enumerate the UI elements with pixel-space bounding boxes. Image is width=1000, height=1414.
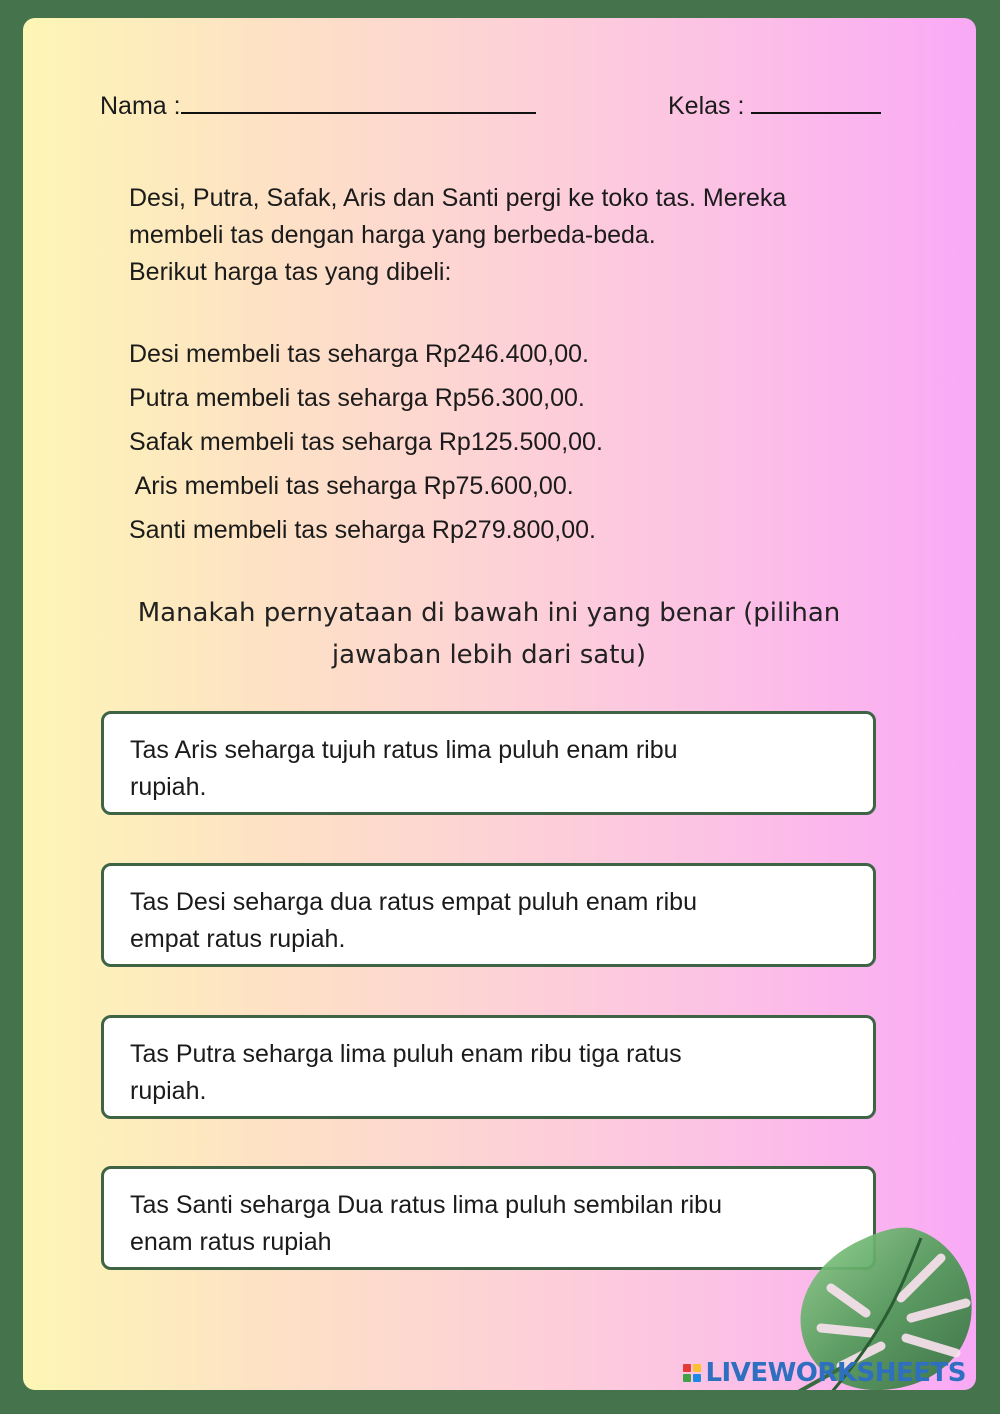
name-input-line[interactable] (181, 112, 536, 114)
worksheet-page (23, 18, 976, 1390)
question-line: Manakah pernyataan di bawah ini yang benar (pilihan (137, 598, 841, 628)
name-label: Nama : (100, 92, 181, 120)
option-line: rupiah. (130, 1077, 207, 1105)
class-label: Kelas : (668, 92, 745, 120)
liveworksheets-logo (683, 1356, 966, 1390)
option-line: Tas Santi seharga Dua ratus lima puluh sembilan ribu (130, 1191, 722, 1219)
option-line: Tas Aris seharga tujuh ratus lima puluh enam ribu (130, 736, 678, 764)
class-input-line[interactable] (751, 112, 881, 114)
price-list (129, 332, 603, 552)
answer-option-santi[interactable] (101, 1166, 876, 1270)
logo-text: LIVEWORKSHEETS (705, 1358, 966, 1388)
option-line: empat ratus rupiah. (130, 925, 346, 953)
intro-line: Berikut harga tas yang dibeli: (129, 258, 452, 286)
intro-paragraph (129, 180, 919, 291)
question-line: jawaban lebih dari satu) (331, 640, 647, 670)
class-field-group (668, 92, 881, 121)
option-line: Tas Desi seharga dua ratus empat puluh enam ribu (130, 888, 697, 916)
name-field-group (100, 92, 536, 121)
price-item: Aris membeli tas seharga Rp75.600,00. (129, 472, 574, 500)
option-line: rupiah. (130, 773, 207, 801)
price-item: Desi membeli tas seharga Rp246.400,00. (129, 340, 589, 368)
question-text (83, 592, 895, 676)
price-item: Santi membeli tas seharga Rp279.800,00. (129, 516, 596, 544)
answer-option-putra[interactable] (101, 1015, 876, 1119)
intro-line: membeli tas dengan harga yang berbeda-beda. (129, 221, 656, 249)
price-item: Safak membeli tas seharga Rp125.500,00. (129, 428, 603, 456)
answer-option-desi[interactable] (101, 863, 876, 967)
answer-option-aris[interactable] (101, 711, 876, 815)
option-line: enam ratus rupiah (130, 1228, 332, 1256)
intro-line: Desi, Putra, Safak, Aris dan Santi pergi ke toko tas. Mereka (129, 184, 787, 212)
option-line: Tas Putra seharga lima puluh enam ribu tiga ratus (130, 1040, 682, 1068)
price-item: Putra membeli tas seharga Rp56.300,00. (129, 384, 585, 412)
logo-mark-icon (683, 1364, 701, 1382)
